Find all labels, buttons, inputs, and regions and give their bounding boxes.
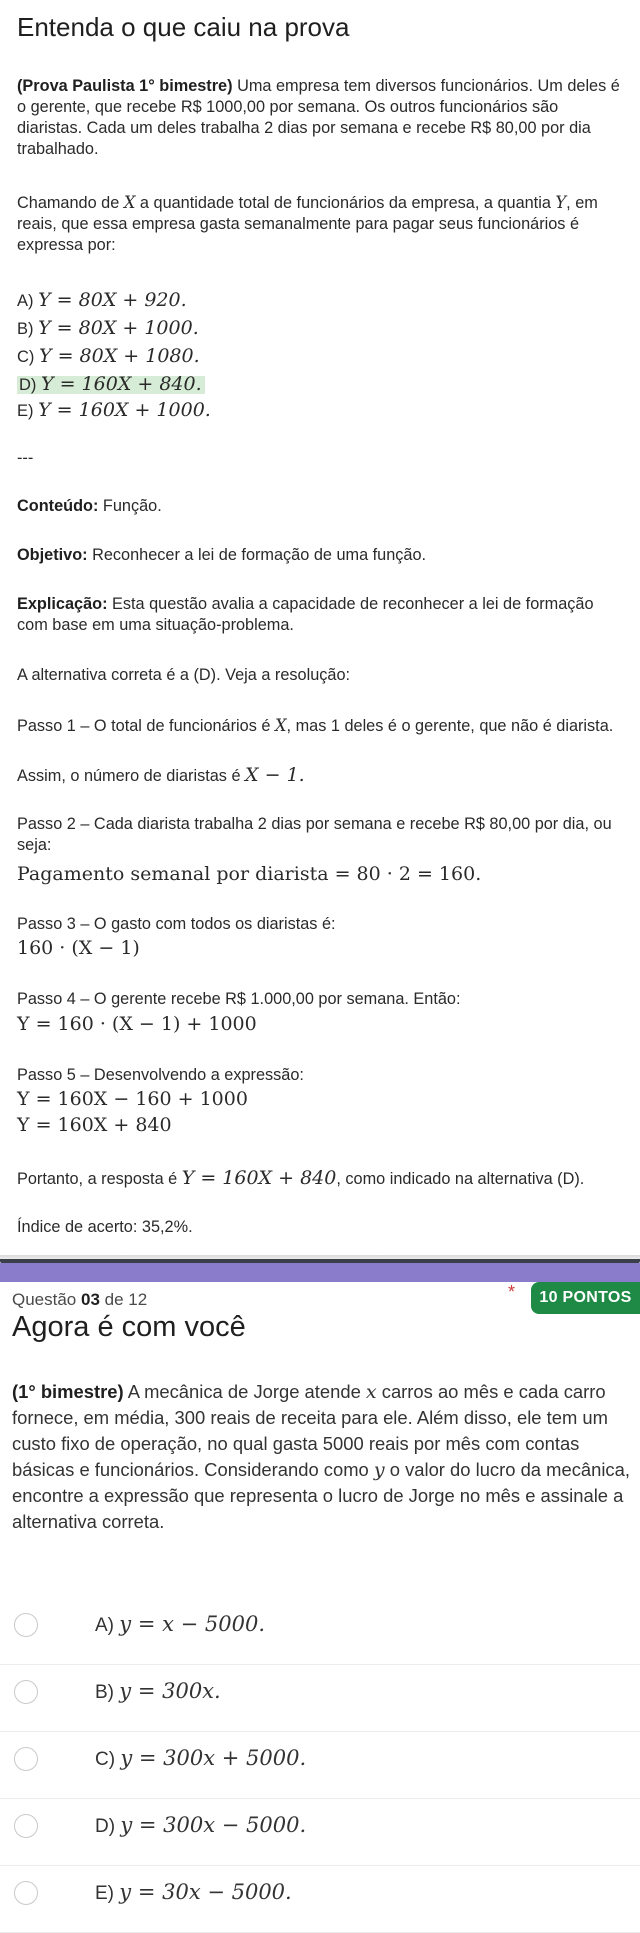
correct-highlight: D) Y = 160X + 840. bbox=[17, 376, 205, 394]
radio-c[interactable] bbox=[14, 1747, 38, 1771]
answer-choice-e[interactable] bbox=[0, 1865, 640, 1933]
step-1-result: Assim, o número de diaristas é X − 1. bbox=[17, 764, 305, 786]
section-title: Entenda o que caiu na prova bbox=[17, 12, 350, 42]
prompt-source: (Prova Paulista 1° bimestre) bbox=[17, 77, 233, 95]
objective-line: Objetivo: Reconhecer a lei de formação de uma função. bbox=[17, 546, 427, 564]
radio-a[interactable] bbox=[14, 1613, 38, 1637]
prompt-intro: (Prova Paulista 1° bimestre) Uma empresa tem diversos funcionários. Um deles é o gerente, que recebe R$ 1000,00 por semana. Os outros funcionários são diaristas. Cada um deles trabalha 2 dias por semana e recebe R$ 80,00 por dia trabalhado. bbox=[17, 77, 620, 158]
question-text: (1° bimestre) A mecânica de Jorge atende x carros ao mês e cada carro fornece, em média, 300 reais de receita para ele. Além disso, ele tem um custo fixo de operação, no qual gasta 5000 reais por mês com contas básicas e funcionários. Considerando como y o valor do lucro da mecânica, encontre a expressão que representa o lucro de Jorge no mês e assinale a alternativa correta. bbox=[12, 1381, 630, 1532]
choice-label-e[interactable]: E) y = 30x − 5000. bbox=[95, 1880, 292, 1904]
step-5-expression-1: Y = 160X − 160 + 1000 bbox=[17, 1088, 248, 1110]
question-title: Agora é com você bbox=[12, 1311, 246, 1343]
separator: --- bbox=[17, 449, 34, 467]
step-3: Passo 3 – O gasto com todos os diaristas é: bbox=[17, 915, 336, 933]
question-card-top-bar bbox=[0, 1263, 640, 1282]
points-badge: 10 PONTOS bbox=[531, 1282, 640, 1314]
option-d-correct bbox=[17, 372, 205, 397]
step-2: Passo 2 – Cada diarista trabalha 2 dias por semana e recebe R$ 80,00 por dia, ou seja: bbox=[17, 815, 612, 854]
step-2-expression: Pagamento semanal por diarista = 80 · 2 = 160. bbox=[17, 863, 482, 885]
radio-e[interactable] bbox=[14, 1881, 38, 1905]
conclusion: Portanto, a resposta é Y = 160X + 840, como indicado na alternativa (D). bbox=[17, 1167, 585, 1189]
correct-answer-line: A alternativa correta é a (D). Veja a resolução: bbox=[17, 666, 351, 684]
step-4-expression: Y = 160 · (X − 1) + 1000 bbox=[17, 1013, 257, 1035]
option-e: E) Y = 160X + 1000. bbox=[17, 399, 211, 421]
choice-label-b[interactable]: B) y = 300x. bbox=[95, 1679, 221, 1703]
option-b: B) Y = 80X + 1000. bbox=[17, 317, 199, 339]
explanation-line: Explicação: Esta questão avalia a capacidade de reconhecer a lei de formação com base em uma situação-problema. bbox=[17, 595, 594, 634]
answer-choice-c[interactable] bbox=[0, 1731, 640, 1799]
answer-choice-a[interactable] bbox=[0, 1597, 640, 1665]
option-a: A) Y = 80X + 920. bbox=[17, 289, 187, 311]
prompt-question: Chamando de X a quantidade total de funcionários da empresa, a quantia Y, em reais, que essa empresa gasta semanalmente para pagar seus funcionários é expressa por: bbox=[17, 193, 598, 254]
option-c: C) Y = 80X + 1080. bbox=[17, 345, 200, 367]
question-source: (1° bimestre) bbox=[12, 1381, 124, 1402]
choice-label-d[interactable]: D) y = 300x − 5000. bbox=[95, 1813, 307, 1837]
step-5: Passo 5 – Desenvolvendo a expressão: bbox=[17, 1066, 304, 1084]
step-5-expression-2: Y = 160X + 840 bbox=[17, 1114, 172, 1136]
question-counter: Questão 03 de 12 bbox=[12, 1290, 148, 1309]
choice-label-c[interactable]: C) y = 300x + 5000. bbox=[95, 1746, 307, 1770]
radio-d[interactable] bbox=[14, 1814, 38, 1838]
answer-choice-d[interactable] bbox=[0, 1798, 640, 1866]
step-3-expression: 160 · (X − 1) bbox=[17, 937, 140, 959]
step-4: Passo 4 – O gerente recebe R$ 1.000,00 por semana. Então: bbox=[17, 990, 461, 1008]
step-1: Passo 1 – O total de funcionários é X, mas 1 deles é o gerente, que não é diarista. bbox=[17, 716, 614, 735]
required-marker: * bbox=[508, 1282, 516, 1302]
answer-choice-b[interactable] bbox=[0, 1664, 640, 1732]
choice-label-a[interactable]: A) y = x − 5000. bbox=[95, 1612, 265, 1636]
accuracy-index: Índice de acerto: 35,2%. bbox=[17, 1218, 193, 1236]
radio-b[interactable] bbox=[14, 1680, 38, 1704]
content-line: Conteúdo: Função. bbox=[17, 497, 162, 515]
